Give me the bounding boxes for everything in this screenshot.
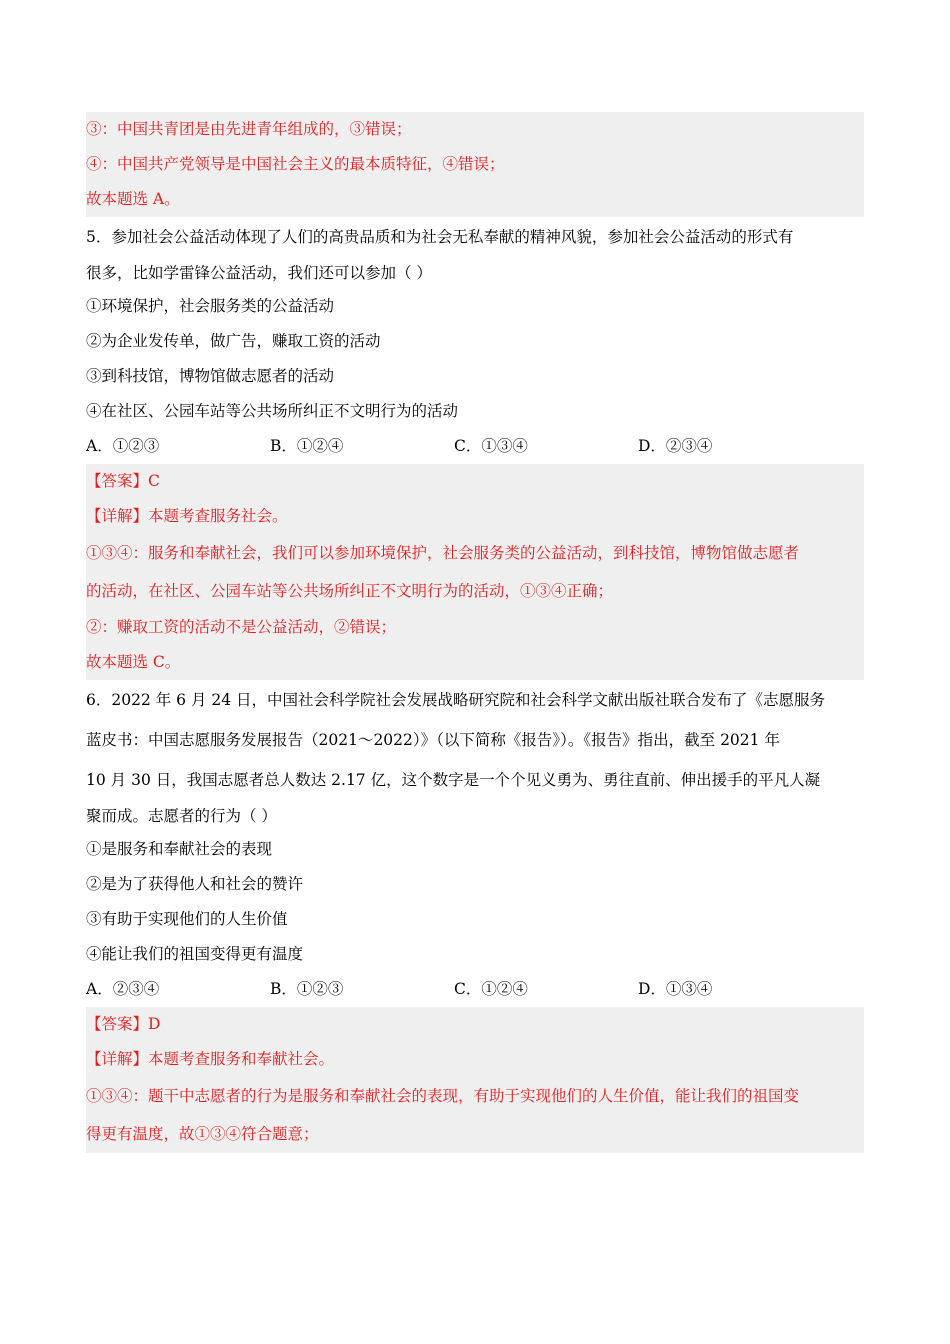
question-5-item: ②为企业发传单，做广告，赚取工资的活动 (86, 332, 381, 350)
question-5-options (86, 429, 864, 464)
option-a: A．①②③ (86, 437, 160, 455)
option-d: D．②③④ (638, 437, 713, 455)
option-d: D．①③④ (638, 980, 713, 998)
option-b: B．①②④ (270, 437, 344, 455)
question-6-item: ③有助于实现他们的人生价值 (86, 910, 288, 928)
detail-label: 【详解】本题考查服务社会。 (86, 507, 288, 525)
analysis-line: ①③④：服务和奉献社会，我们可以参加环境保护，社会服务类的公益活动，到科技馆，博物馆做志愿者 (86, 544, 800, 562)
analysis-text (86, 1077, 864, 1153)
question-5-answer-block (86, 464, 864, 680)
conclusion: 故本题选 C。 (86, 653, 181, 671)
analysis-line: 的活动，在社区、公园车站等公共场所纠正不文明行为的活动，①③④正确； (86, 582, 614, 600)
option-c: C．①②④ (454, 980, 528, 998)
question-6-options (86, 972, 864, 1007)
question-5-stem (86, 217, 864, 289)
question-6-stem-line: 6．2022 年 6 月 24 日，中国社会科学院社会发展战略研究院和社会科学文献出版社联合发布了《志愿服务 (86, 691, 826, 709)
option-b: B．①②③ (270, 980, 344, 998)
prev-answer-block (86, 112, 864, 217)
question-6-stem (86, 680, 864, 832)
question-5-item: ③到科技馆，博物馆做志愿者的活动 (86, 367, 335, 385)
question-5-stem-line: 很多，比如学雷锋公益活动，我们还可以参加（ ） (86, 264, 432, 282)
answer-label: 【答案】D (86, 1015, 161, 1033)
question-6-item: ②是为了获得他人和社会的赞许 (86, 875, 304, 893)
question-6 (86, 680, 864, 1153)
question-5-item: ①环境保护，社会服务类的公益活动 (86, 297, 335, 315)
question-5 (86, 217, 864, 680)
question-6-answer-block (86, 1007, 864, 1153)
detail-label: 【详解】本题考查服务和奉献社会。 (86, 1050, 335, 1068)
question-6-item: ④能让我们的祖国变得更有温度 (86, 945, 304, 963)
question-6-item: ①是服务和奉献社会的表现 (86, 840, 273, 858)
question-6-stem-line: 10 月 30 日，我国志愿者总人数达 2.17 亿，这个数字是一个个见义勇为、勇往直前、伸出援手的平凡人凝 (86, 771, 821, 789)
option-a: A．②③④ (86, 980, 160, 998)
analysis-line: ②：赚取工资的活动不是公益活动，②错误； (86, 618, 397, 636)
prev-conclusion: 故本题选 A。 (86, 190, 180, 208)
question-6-stem-line: 聚而成。志愿者的行为（ ） (86, 807, 277, 825)
answer-label: 【答案】C (86, 472, 160, 490)
document-page (86, 112, 864, 1153)
option-c: C．①③④ (454, 437, 528, 455)
question-6-stem-line: 蓝皮书：中国志愿服务发展报告（2021～2022）》（以下简称《报告》）。《报告》指出，截至 2021 年 (86, 731, 780, 749)
question-5-stem-line: 5．参加社会公益活动体现了人们的高贵品质和为社会无私奉献的精神风貌，参加社会公益活动的形式有 (86, 228, 794, 246)
prev-analysis-line: ③：中国共青团是由先进青年组成的，③错误； (86, 120, 412, 138)
question-5-item: ④在社区、公园车站等公共场所纠正不文明行为的活动 (86, 402, 459, 420)
prev-analysis-line: ④：中国共产党领导是中国社会主义的最本质特征，④错误； (86, 155, 505, 173)
analysis-line: 得更有温度，故①③④符合题意； (86, 1125, 319, 1143)
analysis-line: ①③④：题干中志愿者的行为是服务和奉献社会的表现，有助于实现他们的人生价值，能让我们的祖国变 (86, 1087, 800, 1105)
analysis-text (86, 534, 864, 610)
